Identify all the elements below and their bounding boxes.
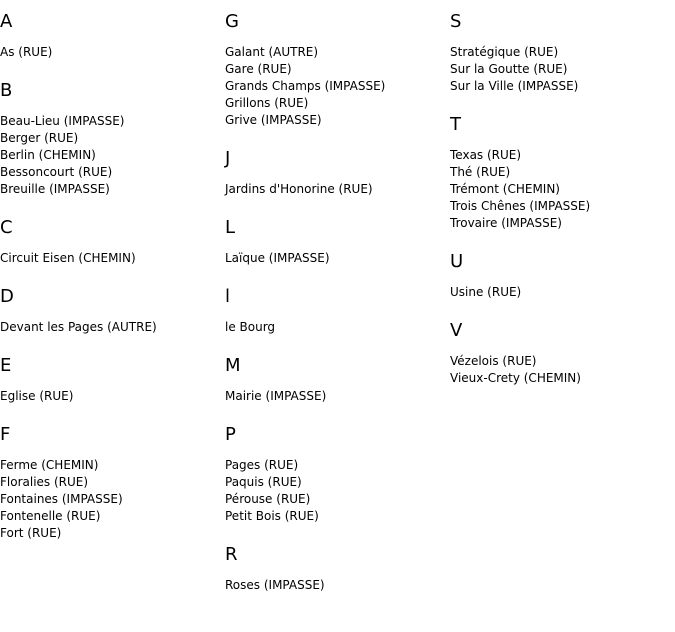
street-link[interactable]: Devant les Pages (AUTRE) xyxy=(0,320,157,334)
letter-heading: E xyxy=(0,355,12,376)
street-item xyxy=(450,61,675,78)
street-link[interactable]: Trémont (CHEMIN) xyxy=(450,182,560,196)
street-link[interactable]: Stratégique (RUE) xyxy=(450,45,559,59)
street-item xyxy=(225,388,450,405)
street-item xyxy=(225,250,450,267)
street-link[interactable]: Berlin (CHEMIN) xyxy=(0,148,96,162)
street-item xyxy=(225,95,450,112)
street-link[interactable]: le Bourg xyxy=(225,320,276,334)
street-item xyxy=(225,491,450,508)
street-item xyxy=(0,508,225,525)
letter-heading: F xyxy=(0,424,11,445)
letter-heading: T xyxy=(450,114,461,135)
street-item xyxy=(0,319,225,336)
street-link[interactable]: Pérouse (RUE) xyxy=(225,492,311,506)
letter-group xyxy=(225,217,450,267)
street-link[interactable]: Trovaire (IMPASSE) xyxy=(450,216,562,230)
street-item xyxy=(225,474,450,491)
street-link[interactable]: Thé (RUE) xyxy=(450,165,511,179)
street-link[interactable]: Jardins d'Honorine (RUE) xyxy=(225,182,373,196)
street-link[interactable]: As (RUE) xyxy=(0,45,53,59)
letter-group xyxy=(450,251,675,301)
street-item xyxy=(225,508,450,525)
letter-group xyxy=(225,11,450,129)
letter-heading: A xyxy=(0,11,13,32)
letter-heading: R xyxy=(225,544,238,565)
letter-group xyxy=(0,286,225,336)
letter-group xyxy=(450,11,675,95)
street-item xyxy=(225,319,450,336)
letter-group xyxy=(225,544,450,594)
street-link[interactable]: Trois Chênes (IMPASSE) xyxy=(450,199,591,213)
street-link[interactable]: Floralies (RUE) xyxy=(0,475,89,489)
street-link[interactable]: Breuille (IMPASSE) xyxy=(0,182,110,196)
street-item xyxy=(0,491,225,508)
street-item xyxy=(225,181,450,198)
letter-group xyxy=(225,286,450,336)
street-item xyxy=(225,457,450,474)
street-link[interactable]: Gare (RUE) xyxy=(225,62,292,76)
street-link[interactable]: Vieux-Crety (CHEMIN) xyxy=(450,371,581,385)
street-link[interactable]: Paquis (RUE) xyxy=(225,475,302,489)
street-item xyxy=(225,78,450,95)
street-link[interactable]: Berger (RUE) xyxy=(0,131,79,145)
letter-group xyxy=(450,114,675,232)
letter-heading: G xyxy=(225,11,239,32)
street-link[interactable]: Sur la Goutte (RUE) xyxy=(450,62,568,76)
letter-group xyxy=(0,355,225,405)
street-link[interactable]: Grive (IMPASSE) xyxy=(225,113,322,127)
street-item xyxy=(225,112,450,129)
letter-heading: D xyxy=(0,286,14,307)
letter-heading: U xyxy=(450,251,464,272)
street-link[interactable]: Laïque (IMPASSE) xyxy=(225,251,330,265)
street-link[interactable]: Sur la Ville (IMPASSE) xyxy=(450,79,579,93)
letter-heading: J xyxy=(225,148,231,169)
street-item xyxy=(0,164,225,181)
index-column xyxy=(450,11,675,406)
letter-group xyxy=(0,11,225,61)
street-item xyxy=(450,78,675,95)
letter-group xyxy=(0,424,225,542)
street-item xyxy=(450,44,675,61)
street-link[interactable]: Petit Bois (RUE) xyxy=(225,509,319,523)
letter-group xyxy=(225,355,450,405)
street-link[interactable]: Grands Champs (IMPASSE) xyxy=(225,79,386,93)
letter-group xyxy=(225,148,450,198)
letter-group xyxy=(225,424,450,525)
letter-heading: P xyxy=(225,424,236,445)
street-item xyxy=(0,130,225,147)
street-link[interactable]: Circuit Eisen (CHEMIN) xyxy=(0,251,136,265)
street-item xyxy=(450,353,675,370)
street-item xyxy=(225,61,450,78)
street-link[interactable]: Bessoncourt (RUE) xyxy=(0,165,113,179)
street-item xyxy=(0,525,225,542)
street-item xyxy=(450,198,675,215)
letter-heading: B xyxy=(0,80,13,101)
street-item xyxy=(450,181,675,198)
street-link[interactable]: Grillons (RUE) xyxy=(225,96,309,110)
street-item xyxy=(0,388,225,405)
street-link[interactable]: Fontaines (IMPASSE) xyxy=(0,492,123,506)
street-item xyxy=(0,474,225,491)
index-column xyxy=(225,11,450,613)
letter-group xyxy=(0,217,225,267)
street-link[interactable]: Texas (RUE) xyxy=(450,148,522,162)
street-item xyxy=(0,147,225,164)
letter-heading: M xyxy=(225,355,241,376)
letter-heading: S xyxy=(450,11,462,32)
street-link[interactable]: Pages (RUE) xyxy=(225,458,299,472)
street-item xyxy=(450,215,675,232)
street-item xyxy=(0,44,225,61)
street-item xyxy=(450,284,675,301)
letter-group xyxy=(450,320,675,387)
street-item xyxy=(0,457,225,474)
street-item xyxy=(450,370,675,387)
street-link[interactable]: Usine (RUE) xyxy=(450,285,522,299)
index-column xyxy=(0,11,225,561)
street-item xyxy=(225,44,450,61)
street-item xyxy=(0,181,225,198)
street-item xyxy=(450,147,675,164)
street-item xyxy=(450,164,675,181)
letter-heading: L xyxy=(225,217,236,238)
street-link[interactable]: Vézelois (RUE) xyxy=(450,354,537,368)
street-link[interactable]: Ferme (CHEMIN) xyxy=(0,458,99,472)
letter-group xyxy=(0,80,225,198)
street-link[interactable]: Mairie (IMPASSE) xyxy=(225,389,327,403)
street-link[interactable]: Fort (RUE) xyxy=(0,526,62,540)
street-link[interactable]: Roses (IMPASSE) xyxy=(225,578,325,592)
street-item xyxy=(225,577,450,594)
street-item xyxy=(0,113,225,130)
street-link[interactable]: Eglise (RUE) xyxy=(0,389,74,403)
street-link[interactable]: Fontenelle (RUE) xyxy=(0,509,101,523)
letter-heading: l xyxy=(225,286,231,307)
letter-heading: V xyxy=(450,320,463,341)
street-link[interactable]: Galant (AUTRE) xyxy=(225,45,319,59)
letter-heading: C xyxy=(0,217,13,238)
street-link[interactable]: Beau-Lieu (IMPASSE) xyxy=(0,114,125,128)
street-item xyxy=(0,250,225,267)
